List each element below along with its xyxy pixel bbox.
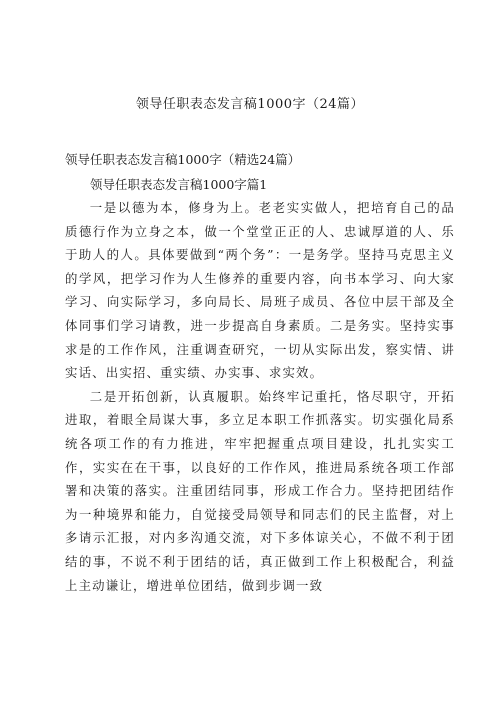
document-title: 领导任职表态发言稿1000字（24篇） [135, 97, 365, 112]
document-body [65, 196, 455, 597]
paragraph-2: 二是开拓创新，认真履职。始终牢记重托，恪尽职守，开拓进取，着眼全局谋大事，多立足本职工作抓落实。切实强化局系统各项工作的有力推进，牢牢把握重点项目建设，扎扎实实工作，实实在在干事，以良好的工作作风，推进局系统各项工作部署和决策的落实。注重团结同事，形成工作合力。坚持把团结作为一种境界和能力，自觉接受局领导和同志们的民主监督，对上多请示汇报，对内多沟通交流，对下多体谅关心，不做不利于团结的事，不说不利于团结的话，真正做到工作上积极配合，利益上主动谦让，增进单位团结，做到步调一致 [65, 388, 455, 593]
paragraph-1: 一是以德为本，修身为上。老老实实做人，把培育自己的品质德行作为立身之本，做一个堂堂正正的人、忠诚厚道的人、乐于助人的人。具体要做到“两个务”：一是务学。坚持马克思主义的学风，把学习作为人生修养的重要内容，向书本学习、向大家学习、向实际学习，多向局长、局班子成员、各位中层干部及全体同事们学习请教，进一步提高自身素质。二是务实。坚持实事求是的工作作风，注重调查研究，一切从实际出发，察实情、讲实话、出实招、重实绩、办实事、求实效。 [65, 200, 455, 381]
section-heading: 领导任职表态发言稿1000字篇1 [90, 177, 268, 192]
document-subtitle: 领导任职表态发言稿1000字（精选24篇） [65, 152, 301, 167]
